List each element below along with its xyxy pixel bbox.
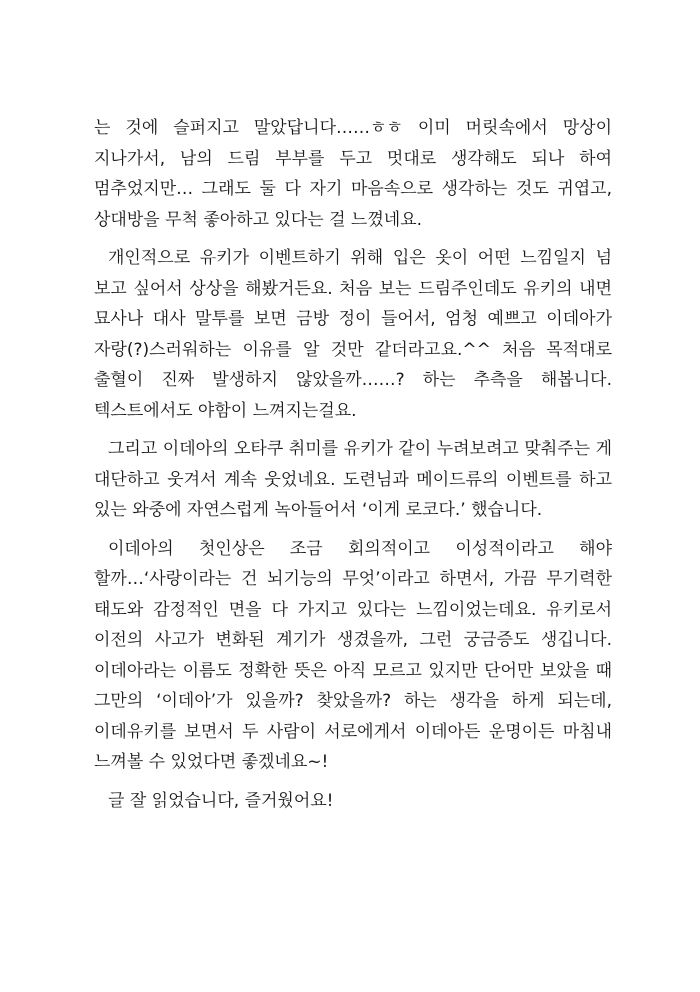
document-body bbox=[94, 113, 612, 824]
paragraph-4: 이데아의 첫인상은 조금 회의적이고 이성적이라고 해야 할까…‘사랑이라는 건 뇌기능의 무엇’이라고 하면서, 가끔 무기력한 태도와 감정적인 면을 다 가지고 있다는 느낌이었는데요. 유키로서 이전의 사고가 변화된 계기가 생겼을까, 그런 궁금증도 생깁니다. 이데아라는 이름도 정확한 뜻은 아직 모르고 있지만 단어만 보았을 때 그만의 ‘이데아’가 있을까? 찾았을까? 하는 생각을 하게 되는데, 이데유키를 보면서 두 사람이 서로에게서 이데아든 운명이든 마침내 느껴볼 수 있었다면 좋겠네요~! bbox=[94, 538, 612, 772]
paragraph-3: 그리고 이데아의 오타쿠 취미를 유키가 같이 누려보려고 맞춰주는 게 대단하고 웃겨서 계속 웃었네요. 도련님과 메이드류의 이벤트를 하고 있는 와중에 자연스럽게 녹아들어서 ‘이게 로코다.’ 했습니다. bbox=[94, 439, 612, 520]
paragraph-1: 는 것에 슬퍼지고 말았답니다……ㅎㅎ 이미 머릿속에서 망상이 지나가서, 남의 드림 부부를 두고 멋대로 생각해도 되나 하여 멈추었지만… 그래도 둘 다 자기 마음속으로 생각하는 것도 귀엽고, 상대방을 무척 좋아하고 있다는 걸 느꼈네요. bbox=[94, 118, 612, 230]
paragraph-5: 글 잘 읽었습니다, 즐거웠어요! bbox=[108, 790, 334, 811]
paragraph-2: 개인적으로 유키가 이벤트하기 위해 입은 옷이 어떤 느낌일지 넘 보고 싶어서 상상을 해봤거든요. 처음 보는 드림주인데도 유키의 내면 묘사나 대사 말투를 보면 금방 정이 들어서, 엄청 예쁘고 이데아가 자랑(?)스러워하는 이유를 알 것만 같더라고요.^^ 처음 목적대로 출혈이 진짜 발생하지 않았을까……? 하는 추측을 해봅니다. 텍스트에서도 야함이 느껴지는걸요. bbox=[94, 248, 612, 421]
